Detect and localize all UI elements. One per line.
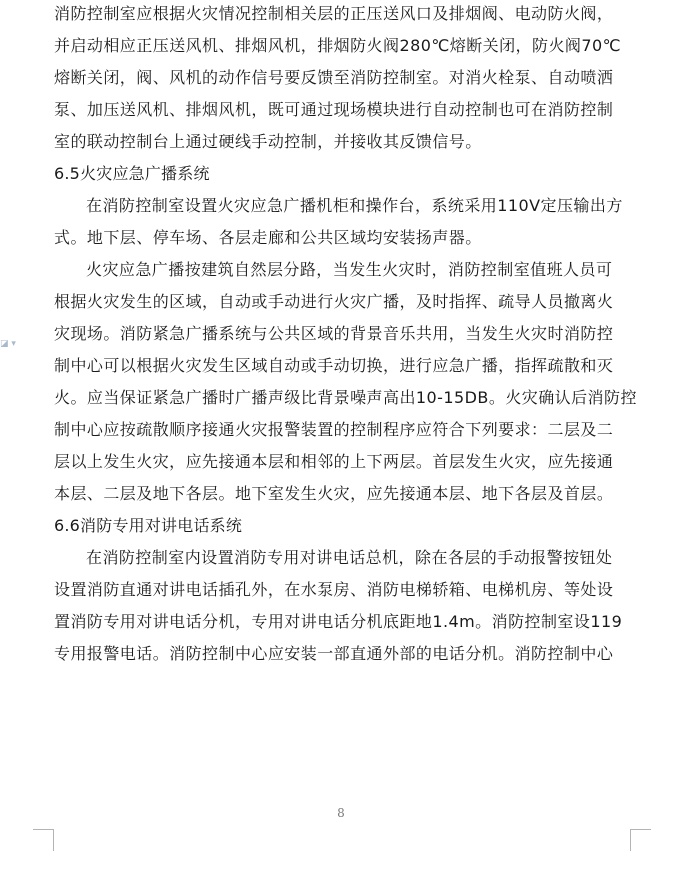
paragraph-line: 设置消防直通对讲电话插孔外，在水泵房、消防电梯轿箱、电梯机房、等处设: [54, 580, 614, 599]
paragraph-line: 火灾应急广播按建筑自然层分路，当发生火灾时，消防控制室值班人员可: [86, 260, 613, 279]
paragraph-line: 在消防控制室内设置消防专用对讲电话总机，除在各层的手动报警按钮处: [86, 548, 613, 567]
paragraph-line: 室的联动控制台上通过硬线手动控制，并接收其反馈信号。: [54, 132, 482, 151]
paragraph-line: 制中心应按疏散顺序接通火灾报警装置的控制程序应符合下列要求：二层及二: [54, 420, 614, 439]
paragraph-line: 消防控制室应根据火灾情况控制相关层的正压送风口及排烟阀、电动防火阀，: [54, 4, 614, 23]
paragraph-line: 本层、二层及地下各层。地下室发生火灾，应先接通本层、地下各层及首层。: [54, 484, 614, 503]
paragraph-line: 置消防专用对讲电话分机，专用对讲电话分机底距地1.4m。消防控制室设119: [54, 612, 623, 631]
page-number: 8: [337, 806, 345, 820]
paragraph-line: 层以上发生火灾，应先接通本层和相邻的上下两层。首层发生火灾，应先接通: [54, 452, 614, 471]
paragraph-line: 熔断关闭，阀、风机的动作信号要反馈至消防控制室。对消火栓泵、自动喷洒: [54, 68, 614, 87]
paragraph-line: 在消防控制室设置火灾应急广播机柜和操作台，系统采用110V定压输出方: [86, 196, 623, 215]
paragraph-line: 泵、加压送风机、排烟风机，既可通过现场模块进行自动控制也可在消防控制: [54, 100, 614, 119]
left-corner-crop-mark: [33, 829, 54, 851]
paragraph-line: 根据火灾发生的区域，自动或手动进行火灾广播，及时指挥、疏导人员撤离火: [54, 292, 614, 311]
paragraph-line: 并启动相应正压送风机、排烟风机，排烟防火阀280℃熔断关闭，防火阀70℃: [54, 36, 622, 55]
paragraph-line: 灾现场。消防紧急广播系统与公共区域的背景音乐共用，当发生火灾时消防控: [54, 324, 614, 343]
paragraph-line: 式。地下层、停车场、各层走廊和公共区域均安装扬声器。: [54, 228, 482, 247]
paragraph-line: 制中心可以根据火灾发生区域自动或手动切换，进行应急广播，指挥疏散和灭: [54, 356, 614, 375]
navigation-marker-icon[interactable]: ◪ ▾: [0, 339, 16, 349]
paragraph-line: 火。应当保证紧急广播时广播声级比背景噪声高出10-15DB。火灾确认后消防控: [54, 388, 637, 407]
right-corner-crop-mark: [630, 829, 651, 851]
section-heading-6-6: 6.6消防专用对讲电话系统: [54, 516, 243, 535]
section-heading-6-5: 6.5火灾应急广播系统: [54, 164, 210, 183]
paragraph-line: 专用报警电话。消防控制中心应安装一部直通外部的电话分机。消防控制中心: [54, 644, 614, 663]
